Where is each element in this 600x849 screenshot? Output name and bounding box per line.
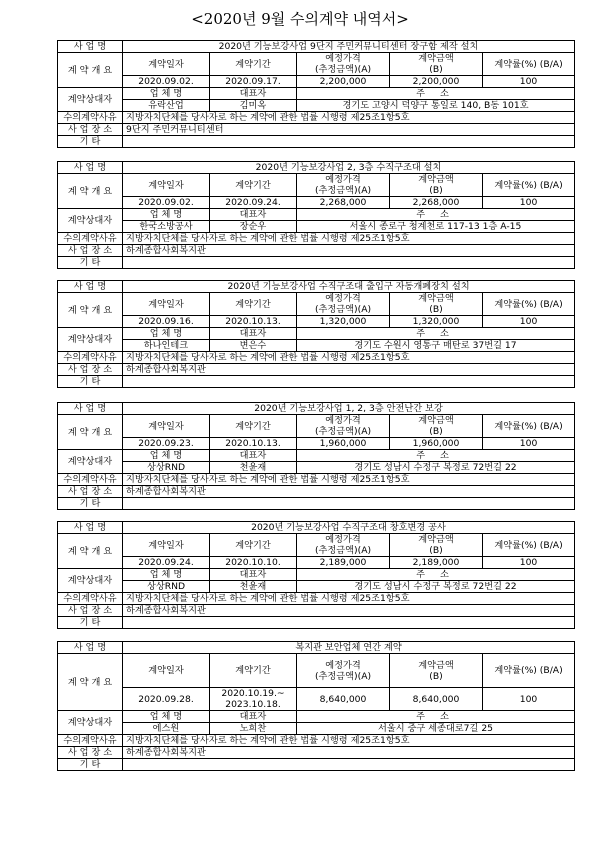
contract-reason: 지방자치단체를 당사자로 하는 계약에 관한 법률 시행령 제25조1항5호 (123, 352, 575, 364)
contractor-header-row (58, 711, 575, 723)
overview-label: 계 약 개 요 (58, 654, 123, 711)
etc-label: 기 타 (58, 617, 123, 629)
business-place: 하계종합사회복지관 (123, 605, 575, 617)
contract-date: 2020.09.02. (123, 76, 210, 88)
reason-label: 수의계약사유 (58, 233, 123, 245)
business-place: 하계종합사회복지관 (123, 486, 575, 498)
header-estimate: 예정가격 (추정금액)(A) (297, 174, 390, 197)
representative: 장순우 (210, 221, 297, 233)
place-label: 사 업 장 소 (58, 245, 123, 257)
header-date: 계약일자 (123, 654, 210, 688)
contract-period: 2020.09.17. (210, 76, 297, 88)
header-rep: 대표자 (210, 450, 297, 462)
etc-row (58, 498, 575, 510)
header-amount: 계약금액 (B) (390, 53, 483, 76)
header-address: 주 소 (297, 209, 575, 221)
contractor-label: 계약상대자 (58, 711, 123, 735)
header-rate: 계약률(%) (B/A) (483, 534, 575, 557)
project-label: 사 업 명 (58, 403, 123, 415)
project-name: 2020년 기능보강사업 2, 3층 수직구조대 설치 (123, 162, 575, 174)
overview-header-row (58, 415, 575, 438)
contract-date: 2020.09.24. (123, 557, 210, 569)
project-name: 2020년 기능보강사업 수직구조대 창호변경 공사 (123, 522, 575, 534)
overview-header-row (58, 654, 575, 688)
header-rep: 대표자 (210, 711, 297, 723)
header-estimate: 예정가격 (추정금액)(A) (297, 415, 390, 438)
place-label: 사 업 장 소 (58, 486, 123, 498)
overview-label: 계 약 개 요 (58, 293, 123, 328)
overview-label: 계 약 개 요 (58, 534, 123, 569)
place-row (58, 747, 575, 759)
contract-date: 2020.09.28. (123, 688, 210, 711)
place-row (58, 364, 575, 376)
contract-rate: 100 (483, 197, 575, 209)
header-rep: 대표자 (210, 569, 297, 581)
header-rate: 계약률(%) (B/A) (483, 174, 575, 197)
business-place: 하계종합사회복지관 (123, 245, 575, 257)
header-amount: 계약금액 (B) (390, 415, 483, 438)
contract-period: 2020.10.10. (210, 557, 297, 569)
place-row (58, 605, 575, 617)
etc-label: 기 타 (58, 257, 123, 269)
estimate-price: 1,960,000 (297, 438, 390, 450)
contract-block (57, 280, 575, 388)
contractor-value-row (58, 462, 575, 474)
contractor-label: 계약상대자 (58, 328, 123, 352)
place-row (58, 124, 575, 136)
etc-label: 기 타 (58, 498, 123, 510)
header-company: 업 체 명 (123, 328, 210, 340)
estimate-price: 8,640,000 (297, 688, 390, 711)
header-company: 업 체 명 (123, 569, 210, 581)
overview-value-row (58, 76, 575, 88)
header-address: 주 소 (297, 711, 575, 723)
company-address: 서울시 종로구 청계천로 117-13 1층 A-15 (297, 221, 575, 233)
contractor-value-row (58, 581, 575, 593)
contractor-header-row (58, 209, 575, 221)
contractor-value-row (58, 221, 575, 233)
company-address: 경기도 성남시 수정구 복정로 72번길 22 (297, 462, 575, 474)
overview-header-row (58, 534, 575, 557)
place-label: 사 업 장 소 (58, 605, 123, 617)
contract-reason: 지방자치단체를 당사자로 하는 계약에 관한 법률 시행령 제25조1항5호 (123, 474, 575, 486)
contract-period: 2020.10.13. (210, 316, 297, 328)
place-label: 사 업 장 소 (58, 747, 123, 759)
header-estimate: 예정가격 (추정금액)(A) (297, 53, 390, 76)
contract-amount: 1,320,000 (390, 316, 483, 328)
company-address: 경기도 고양시 덕양구 통일로 140, B동 101호 (297, 100, 575, 112)
company-address: 경기도 성남시 수정구 복정로 72번길 22 (297, 581, 575, 593)
representative: 변은수 (210, 340, 297, 352)
reason-row (58, 112, 575, 124)
header-address: 주 소 (297, 450, 575, 462)
contract-rate: 100 (483, 76, 575, 88)
etc-label: 기 타 (58, 759, 123, 771)
header-date: 계약일자 (123, 53, 210, 76)
project-row (58, 162, 575, 174)
reason-label: 수의계약사유 (58, 593, 123, 605)
contractor-header-row (58, 450, 575, 462)
header-company: 업 체 명 (123, 88, 210, 100)
contract-block (57, 40, 575, 148)
overview-value-row (58, 316, 575, 328)
header-rate: 계약률(%) (B/A) (483, 53, 575, 76)
header-estimate: 예정가격 (추정금액)(A) (297, 293, 390, 316)
header-period: 계약기간 (210, 534, 297, 557)
header-company: 업 체 명 (123, 209, 210, 221)
contract-date: 2020.09.02. (123, 197, 210, 209)
etc-row (58, 136, 575, 148)
reason-label: 수의계약사유 (58, 474, 123, 486)
reason-row (58, 233, 575, 245)
project-name: 2020년 기능보강사업 수직구조대 출입구 자동개폐장치 설치 (123, 281, 575, 293)
contractor-header-row (58, 328, 575, 340)
representative: 천윤재 (210, 462, 297, 474)
project-row (58, 403, 575, 415)
etc-value (123, 257, 575, 269)
header-date: 계약일자 (123, 174, 210, 197)
header-amount: 계약금액 (B) (390, 293, 483, 316)
header-rep: 대표자 (210, 209, 297, 221)
project-row (58, 522, 575, 534)
header-period: 계약기간 (210, 53, 297, 76)
etc-row (58, 617, 575, 629)
header-address: 주 소 (297, 569, 575, 581)
header-rate: 계약률(%) (B/A) (483, 654, 575, 688)
business-place: 하계종합사회복지관 (123, 747, 575, 759)
header-address: 주 소 (297, 88, 575, 100)
company-name: 에스원 (123, 723, 210, 735)
contract-amount: 2,200,000 (390, 76, 483, 88)
contractor-header-row (58, 88, 575, 100)
contract-rate: 100 (483, 438, 575, 450)
contract-amount: 2,189,000 (390, 557, 483, 569)
contract-reason: 지방자치단체를 당사자로 하는 계약에 관한 법률 시행령 제25조1항5호 (123, 735, 575, 747)
overview-header-row (58, 53, 575, 76)
project-name: 2020년 기능보강사업 1, 2, 3층 안전난간 보강 (123, 403, 575, 415)
reason-label: 수의계약사유 (58, 735, 123, 747)
contract-date: 2020.09.23. (123, 438, 210, 450)
header-amount: 계약금액 (B) (390, 174, 483, 197)
header-estimate: 예정가격 (추정금액)(A) (297, 534, 390, 557)
representative: 노희찬 (210, 723, 297, 735)
overview-label: 계 약 개 요 (58, 53, 123, 88)
overview-value-row (58, 438, 575, 450)
contract-reason: 지방자치단체를 당사자로 하는 계약에 관한 법률 시행령 제25조1항5호 (123, 112, 575, 124)
representative: 김미옥 (210, 100, 297, 112)
estimate-price: 1,320,000 (297, 316, 390, 328)
etc-label: 기 타 (58, 136, 123, 148)
contract-reason: 지방자치단체를 당사자로 하는 계약에 관한 법률 시행령 제25조1항5호 (123, 593, 575, 605)
company-name: 하나인테크 (123, 340, 210, 352)
place-row (58, 245, 575, 257)
project-row (58, 281, 575, 293)
reason-row (58, 474, 575, 486)
contract-period: 2020.10.19.~ 2023.10.18. (210, 688, 297, 711)
header-rep: 대표자 (210, 328, 297, 340)
header-estimate: 예정가격 (추정금액)(A) (297, 654, 390, 688)
contract-amount: 8,640,000 (390, 688, 483, 711)
overview-label: 계 약 개 요 (58, 174, 123, 209)
etc-row (58, 257, 575, 269)
contract-block (57, 402, 575, 510)
contract-block (57, 161, 575, 269)
business-place: 9단지 주민커뮤니티센터 (123, 124, 575, 136)
project-name: 2020년 기능보강사업 9단지 주민커뮤니티센터 장구함 제작 설치 (123, 41, 575, 53)
place-row (58, 486, 575, 498)
header-period: 계약기간 (210, 293, 297, 316)
company-address: 경기도 수원시 영통구 매탄로 37번길 17 (297, 340, 575, 352)
header-period: 계약기간 (210, 415, 297, 438)
project-label: 사 업 명 (58, 41, 123, 53)
contractor-value-row (58, 723, 575, 735)
contract-reason: 지방자치단체를 당사자로 하는 계약에 관한 법률 시행령 제25조1항5호 (123, 233, 575, 245)
place-label: 사 업 장 소 (58, 124, 123, 136)
reason-label: 수의계약사유 (58, 352, 123, 364)
overview-value-row (58, 557, 575, 569)
representative: 천윤재 (210, 581, 297, 593)
etc-value (123, 617, 575, 629)
header-amount: 계약금액 (B) (390, 654, 483, 688)
header-period: 계약기간 (210, 654, 297, 688)
reason-row (58, 735, 575, 747)
contract-date: 2020.09.16. (123, 316, 210, 328)
etc-value (123, 759, 575, 771)
project-label: 사 업 명 (58, 162, 123, 174)
etc-label: 기 타 (58, 376, 123, 388)
etc-row (58, 376, 575, 388)
header-company: 업 체 명 (123, 450, 210, 462)
header-date: 계약일자 (123, 293, 210, 316)
estimate-price: 2,268,000 (297, 197, 390, 209)
company-name: 상상RND (123, 462, 210, 474)
project-label: 사 업 명 (58, 642, 123, 654)
contract-block (57, 641, 575, 771)
contract-amount: 1,960,000 (390, 438, 483, 450)
etc-row (58, 759, 575, 771)
header-company: 업 체 명 (123, 711, 210, 723)
header-date: 계약일자 (123, 415, 210, 438)
header-period: 계약기간 (210, 174, 297, 197)
reason-row (58, 593, 575, 605)
header-amount: 계약금액 (B) (390, 534, 483, 557)
project-name: 복지관 보안업체 연간 계약 (123, 642, 575, 654)
contract-period: 2020.10.13. (210, 438, 297, 450)
overview-header-row (58, 293, 575, 316)
header-rate: 계약률(%) (B/A) (483, 293, 575, 316)
header-rep: 대표자 (210, 88, 297, 100)
etc-value (123, 498, 575, 510)
overview-label: 계 약 개 요 (58, 415, 123, 450)
document-title: <2020년 9월 수의계약 내역서> (191, 10, 409, 28)
reason-label: 수의계약사유 (58, 112, 123, 124)
project-label: 사 업 명 (58, 281, 123, 293)
contract-block (57, 521, 575, 629)
estimate-price: 2,189,000 (297, 557, 390, 569)
project-row (58, 41, 575, 53)
place-label: 사 업 장 소 (58, 364, 123, 376)
company-name: 한국소방공사 (123, 221, 210, 233)
contractor-header-row (58, 569, 575, 581)
contractor-value-row (58, 100, 575, 112)
contractor-label: 계약상대자 (58, 450, 123, 474)
company-address: 서울시 중구 세종대로7길 25 (297, 723, 575, 735)
header-address: 주 소 (297, 328, 575, 340)
contractor-label: 계약상대자 (58, 209, 123, 233)
company-name: 상상RND (123, 581, 210, 593)
overview-header-row (58, 174, 575, 197)
overview-value-row (58, 688, 575, 711)
contract-rate: 100 (483, 557, 575, 569)
reason-row (58, 352, 575, 364)
company-name: 유락산업 (123, 100, 210, 112)
contract-rate: 100 (483, 688, 575, 711)
header-date: 계약일자 (123, 534, 210, 557)
contractor-label: 계약상대자 (58, 569, 123, 593)
contractor-value-row (58, 340, 575, 352)
estimate-price: 2,200,000 (297, 76, 390, 88)
contract-period: 2020.09.24. (210, 197, 297, 209)
contract-amount: 2,268,000 (390, 197, 483, 209)
project-label: 사 업 명 (58, 522, 123, 534)
etc-value (123, 376, 575, 388)
project-row (58, 642, 575, 654)
business-place: 하계종합사회복지관 (123, 364, 575, 376)
etc-value (123, 136, 575, 148)
overview-value-row (58, 197, 575, 209)
contractor-label: 계약상대자 (58, 88, 123, 112)
contract-rate: 100 (483, 316, 575, 328)
header-rate: 계약률(%) (B/A) (483, 415, 575, 438)
